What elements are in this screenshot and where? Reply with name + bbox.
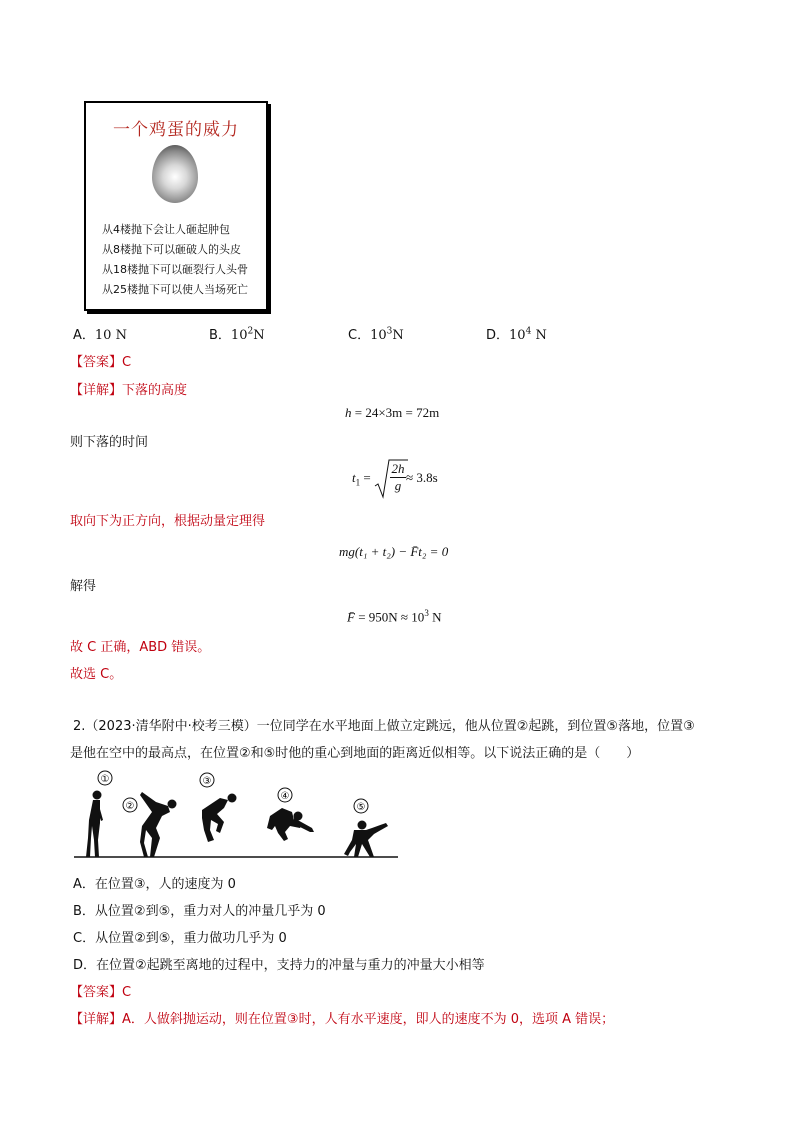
option-b: B．$10^2N$ — [209, 326, 265, 343]
detail-tag: 【详解】 — [70, 1012, 123, 1027]
text-solve: 解得 — [70, 579, 97, 594]
detail-text: A．人做斜抛运动，则在位置③时，人有水平速度，即人的速度不为 0，选项 A 错误； — [122, 1012, 615, 1027]
option-c: C．$10^3N$ — [348, 326, 404, 343]
equation-time-lhs: $t_1$ = — [352, 470, 371, 488]
text-fall-time: 则下落的时间 — [70, 435, 149, 450]
equation-height: h = 24×3m = 72m — [345, 405, 440, 420]
q2-option-b: B．从位置②到⑤，重力对人的冲量几乎为 0 — [73, 904, 326, 919]
standing-jump-figure — [72, 768, 402, 864]
position-5-label: ⑤ — [356, 802, 366, 813]
poster-line: 从4楼抛下会让人砸起肿包 — [102, 223, 230, 236]
equation-time-rhs: ≈ 3.8s — [406, 470, 438, 485]
answer-value: C — [122, 985, 132, 1000]
figure-position-2 — [140, 792, 177, 857]
position-4-label: ④ — [280, 791, 290, 802]
egg-illustration — [152, 145, 198, 203]
figure-position-3 — [202, 794, 237, 843]
position-3-label: ③ — [202, 776, 212, 787]
equation-force: F̄ = $950N \approx 10^3$ N — [347, 608, 442, 625]
figure-position-5 — [344, 821, 388, 858]
detail-line — [70, 379, 187, 398]
option-d: D．$10^4$ N — [486, 326, 547, 343]
q2-detail-line — [70, 1008, 614, 1027]
conclusion-1: 故 C 正确，ABD 错误。 — [70, 640, 211, 655]
egg-poster — [84, 101, 268, 311]
position-1-label: ① — [100, 774, 110, 785]
detail-tag: 【详解】 — [70, 383, 123, 398]
q2-stem-line1: 2.（2023·清华附中·校考三模）一位同学在水平地面上做立定跳远，他从位置②起跳，到位置⑤落地，位置③ — [73, 719, 695, 734]
q2-answer-line — [70, 981, 131, 1000]
detail-intro: 下落的高度 — [122, 383, 188, 398]
answer-tag: 【答案】 — [70, 985, 123, 1000]
answer-line — [70, 351, 131, 370]
fraction: 2h g — [391, 461, 405, 493]
poster-line: 从8楼抛下可以砸破人的头皮 — [102, 243, 241, 256]
poster-line: 从18楼抛下可以砸裂行人头骨 — [102, 263, 248, 276]
q2-option-d: D．在位置②起跳至离地的过程中，支持力的冲量与重力的冲量大小相等 — [73, 958, 485, 973]
answer-tag: 【答案】 — [70, 355, 123, 370]
option-a: A．10 N — [73, 328, 127, 343]
position-2-label: ② — [125, 801, 135, 812]
q2-stem-line2: 是他在空中的最高点，在位置②和⑤时他的重心到地面的距离近似相等。以下说法正确的是（ ） — [70, 746, 640, 761]
conclusion-2: 故选 C。 — [70, 667, 123, 682]
q2-option-a: A．在位置③，人的速度为 0 — [73, 877, 236, 892]
poster-line: 从25楼抛下可以使人当场死亡 — [102, 283, 248, 296]
text-momentum: 取向下为正方向，根据动量定理得 — [70, 514, 266, 529]
equation-momentum: mg(t₁ + t₂) − F̄t₂ = 0 — [339, 544, 449, 559]
answer-value: C — [122, 355, 132, 370]
figure-position-1 — [86, 791, 103, 858]
q2-option-c: C．从位置②到⑤，重力做功几乎为 0 — [73, 931, 287, 946]
figure-position-4 — [267, 808, 314, 841]
poster-title: 一个鸡蛋的威力 — [113, 120, 239, 140]
